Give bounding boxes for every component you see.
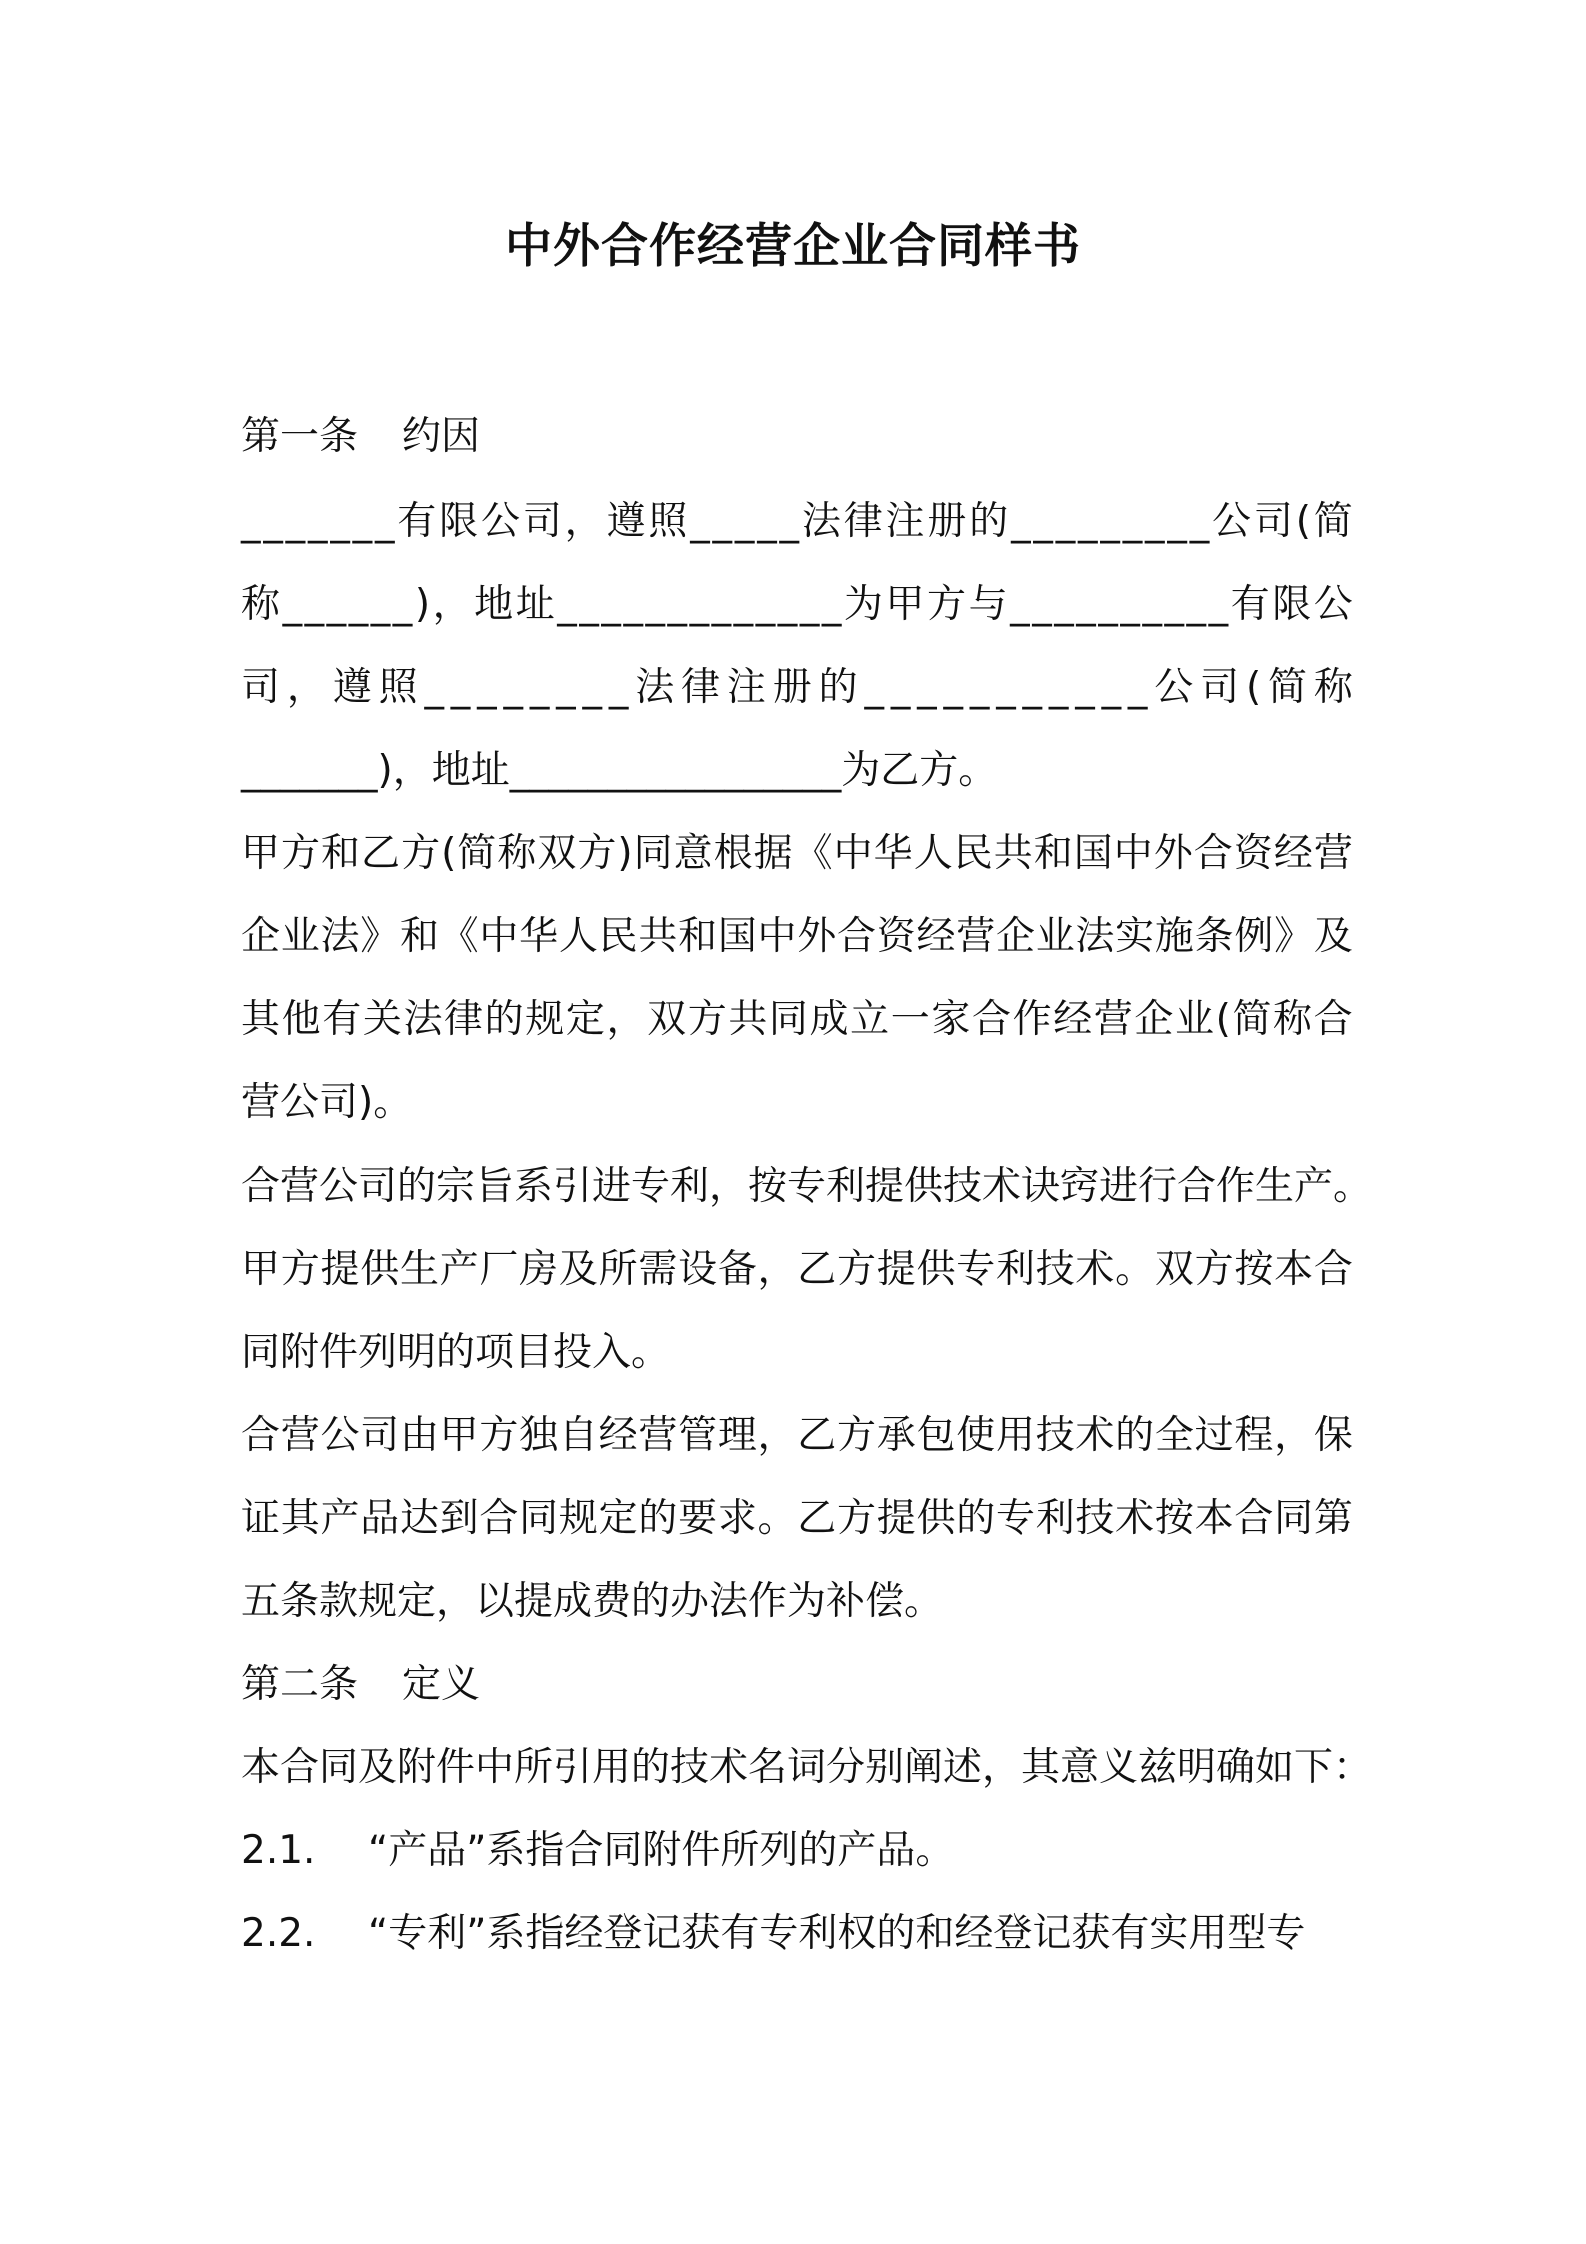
document-title: 中外合作经营企业合同样书: [505, 219, 1081, 274]
clause-text: “专利”系指经登记获有专利权的和经登记获有实用型专: [368, 1911, 1306, 1956]
article-2-intro: 本合同及附件中所引用的技术名词分别阐述，其意义兹明确如下：: [241, 1745, 1373, 1790]
paragraph-line: 合 营 公 司 由 甲 方 独 自 经 营 管 理 ， 乙 方 承 包 使 用 技 术 的 全 过 程 ， 保: [241, 1413, 1353, 1458]
clause-text: “产品”系指合同附件所列的产品。: [368, 1828, 955, 1873]
paragraph-line: 同附件列明的项目投入。: [241, 1330, 671, 1375]
article-2-number: 第二条: [241, 1662, 359, 1707]
article-1-heading: [241, 407, 480, 467]
article-2-heading: [241, 1655, 480, 1715]
paragraph-line: 称 _ _ _ _ _ _ ) ， 地 址 _ _ _ _ _ _ _ _ _ _ _ _ _ 为 甲 方 与 _ _ _ _ _ _ _ _ _ _ 有 限 公: [241, 582, 1353, 627]
paragraph-line: 五条款规定，以提成费的办法作为补偿。: [241, 1579, 944, 1624]
article-1-title: 约因: [402, 414, 481, 459]
paragraph-line: 甲 方 和 乙 方 ( 简 称 双 方 ) 同 意 根 据 《 中 华 人 民 共 和 国 中 外 合 资 经 营: [241, 831, 1353, 876]
paragraph-line: 合营公司的宗旨系引进专利，按专利提供技术诀窍进行合作生产。: [241, 1164, 1373, 1209]
clause-2-1: [241, 1821, 954, 1881]
clause-number: 2.2.: [241, 1911, 316, 1956]
article-1-number: 第一条: [241, 414, 359, 459]
paragraph-line: 营公司)。: [241, 1080, 413, 1125]
paragraph-line: 企 业 法 》 和 《 中 华 人 民 共 和 国 中 外 合 资 经 营 企 业 法 实 施 条 例 》 及: [241, 914, 1353, 959]
clause-2-2: [241, 1904, 1305, 1964]
paragraph-line: _______)，地址_________________为乙方。: [241, 748, 998, 793]
paragraph-line: 其 他 有 关 法 律 的 规 定 ， 双 方 共 同 成 立 一 家 合 作 经 营 企 业 ( 简 称 合: [241, 997, 1353, 1042]
paragraph-line: _ _ _ _ _ _ _ 有 限 公 司 ， 遵 照 _ _ _ _ _ 法 律 注 册 的 _ _ _ _ _ _ _ _ _ 公 司 ( 简: [241, 499, 1353, 544]
article-2-title: 定义: [402, 1662, 481, 1707]
clause-number: 2.1.: [241, 1828, 316, 1873]
paragraph-line: 证 其 产 品 达 到 合 同 规 定 的 要 求 。 乙 方 提 供 的 专 利 技 术 按 本 合 同 第: [241, 1496, 1353, 1541]
paragraph-line: 司 ， 遵 照 _ _ _ _ _ _ _ _ 法 律 注 册 的 _ _ _ _ _ _ _ _ _ _ _ 公 司 ( 简 称: [241, 665, 1353, 710]
paragraph-line: 甲 方 提 供 生 产 厂 房 及 所 需 设 备 ， 乙 方 提 供 专 利 技 术 。 双 方 按 本 合: [241, 1247, 1353, 1292]
